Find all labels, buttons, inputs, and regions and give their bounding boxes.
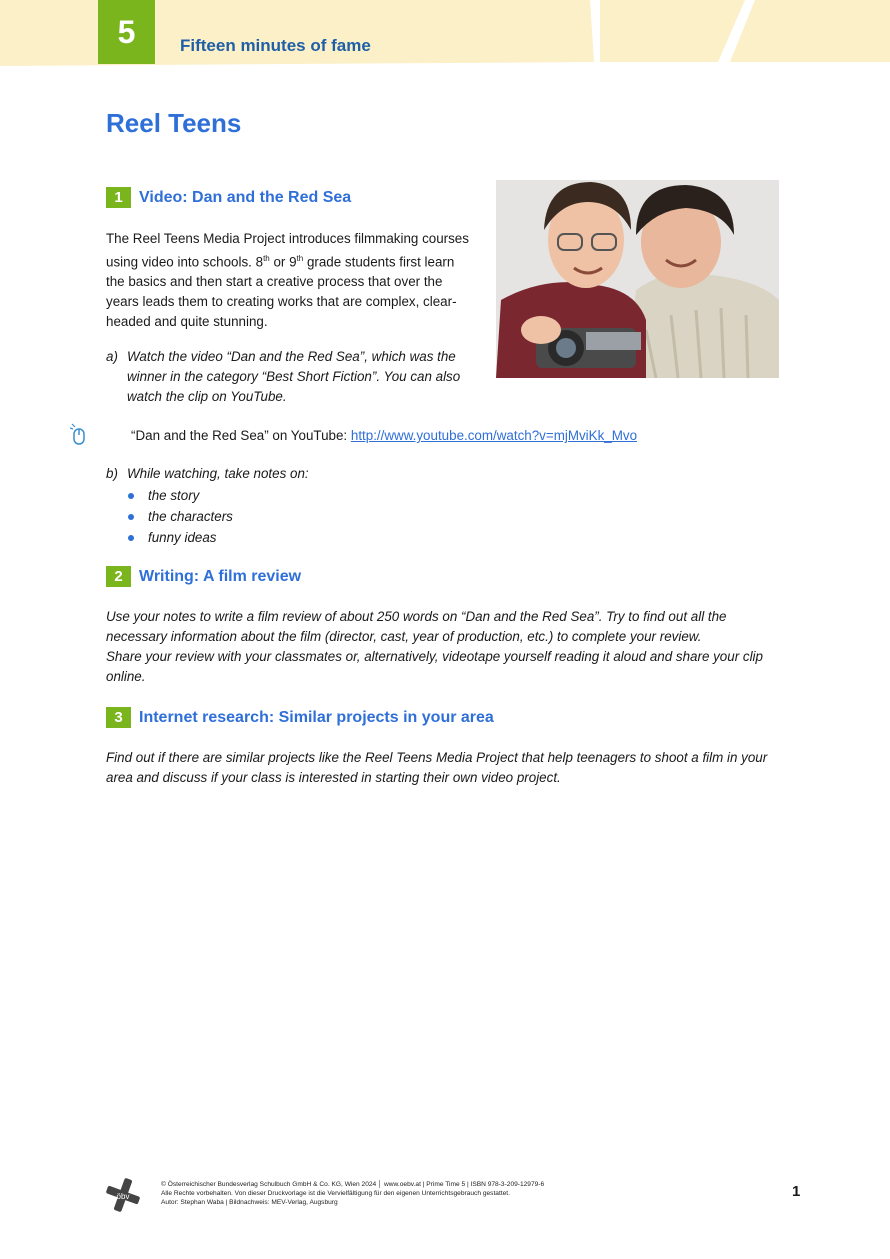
- intro-line: years leads them to creating works that are complex, clear-: [106, 294, 457, 310]
- task-a: [106, 347, 486, 409]
- intro-line: the basics and then start a creative process that over the: [106, 274, 443, 290]
- section-2-title: Writing: A film review: [139, 567, 302, 585]
- list-item: the story: [126, 485, 233, 506]
- section-2-heading: [106, 566, 301, 587]
- section-3-text: Find out if there are similar projects like the Reel Teens Media Project that help teenagers to shoot a film in your area and discuss if your class is interested in starting their own video project.: [106, 750, 768, 785]
- notes-bullet-list: [126, 485, 233, 548]
- section-1-heading: [106, 187, 351, 208]
- youtube-link[interactable]: http://www.youtube.com/watch?v=mjMviKk_Mvo: [350, 428, 638, 443]
- youtube-link-line: [131, 426, 637, 446]
- mouse-icon: [70, 423, 88, 450]
- page-title: Reel Teens: [106, 108, 242, 138]
- intro-line: headed and quite stunning.: [106, 314, 268, 330]
- teens-with-camcorder-photo: [496, 180, 779, 378]
- section-3-heading: [106, 707, 494, 728]
- intro-line: using video into schools. 8th or 9th grade students first learn: [106, 254, 455, 270]
- unit-number-badge: 5: [98, 0, 155, 64]
- link-prefix: “Dan and the Red Sea” on YouTube:: [131, 428, 351, 443]
- page-number: 1: [792, 1183, 801, 1200]
- section-3-number: 3: [106, 707, 131, 728]
- svg-text:öbv: öbv: [116, 1192, 130, 1201]
- section-1-title: Video: Dan and the Red Sea: [139, 188, 352, 206]
- list-item: the characters: [126, 506, 233, 527]
- section-2-text: Use your notes to write a film review of about 250 words on “Dan and the Red Sea”. Try to find out all the necessary information about the film (director, cast, year of production, etc.) to complete your review. Share your review with your classmates or, alternatively, videotape yourself reading it aloud and share your clip online.: [106, 609, 763, 684]
- section-1-intro: [106, 229, 486, 332]
- task-b: [106, 464, 506, 486]
- task-b-label: b): [106, 466, 118, 481]
- task-a-label: a): [106, 349, 118, 364]
- section-1-number: 1: [106, 187, 131, 208]
- task-b-text: While watching, take notes on:: [127, 466, 309, 481]
- unit-title: Fifteen minutes of fame: [180, 36, 371, 55]
- oebv-logo: [106, 1178, 140, 1217]
- list-item: funny ideas: [126, 527, 233, 548]
- section-3-title: Internet research: Similar projects in your area: [139, 708, 494, 726]
- intro-line: The Reel Teens Media Project introduces filmmaking courses: [106, 231, 469, 246]
- task-a-text: Watch the video “Dan and the Red Sea”, which was the winner in the category “Best Short Fiction”. You can also watch the clip on YouTube.: [127, 349, 461, 404]
- footer-copyright: © Österreichischer Bundesverlag Schulbuch GmbH & Co. KG, Wien 2024 │ www.oebv.at | Prime Time 5 | ISBN 978-3-209-12979-6 Alle Rechte vorbehalten. Von dieser Druckvorlage ist die Vervielfältigung für den eigenen Unterrichtsgebrauch gestattet. Autor: Stephan Waba | Bildnachweis: MEV-Verlag, Augsburg: [161, 1181, 545, 1206]
- section-2-number: 2: [106, 566, 131, 587]
